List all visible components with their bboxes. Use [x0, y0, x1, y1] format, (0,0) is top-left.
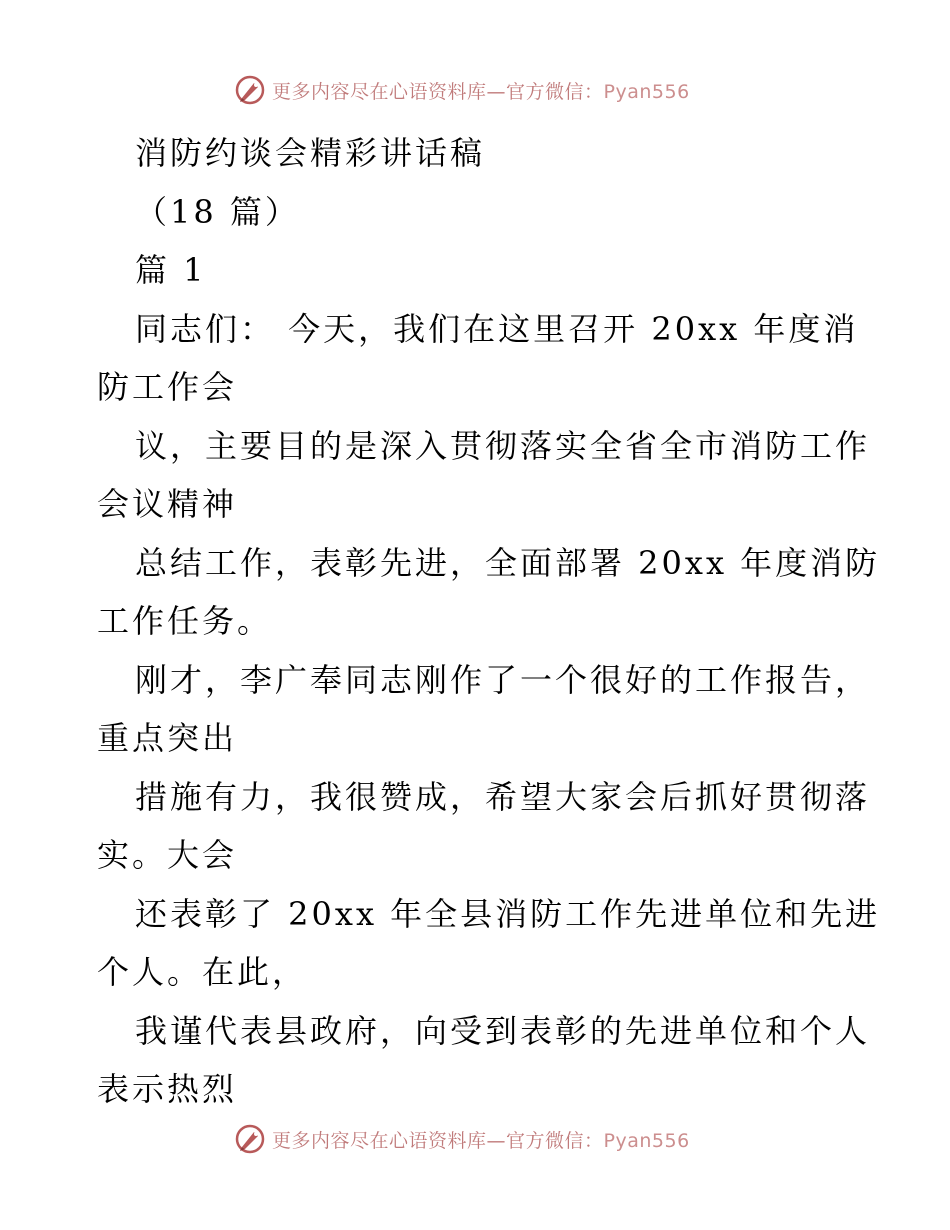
paragraph-line: 实。大会	[97, 836, 238, 874]
paragraph-line: 工作任务。	[97, 602, 273, 640]
footer-watermark	[234, 1122, 690, 1156]
section-label: 篇 1	[135, 251, 207, 289]
document-title: 消防约谈会精彩讲话稿	[135, 134, 486, 172]
paragraph-line: 同志们： 今天，我们在这里召开 20xx 年度消	[135, 309, 859, 348]
paragraph-line: 重点突出	[97, 719, 238, 757]
paragraph-line: 议，主要目的是深入贯彻落实全省全市消防工作	[135, 426, 871, 465]
paragraph-line: 还表彰了 20xx 年全县消防工作先进单位和先进	[135, 894, 881, 933]
paragraph-line: 个人。在此，	[97, 953, 308, 991]
pen-logo-icon	[234, 74, 266, 106]
paragraph-line: 表示热烈	[97, 1070, 238, 1108]
document-subtitle: （18 篇）	[135, 192, 300, 231]
watermark-text: 更多内容尽在心语资料库—官方微信：Pyan556	[272, 1129, 690, 1152]
paragraph-line: 刚才，李广奉同志刚作了一个很好的工作报告，	[135, 660, 871, 699]
paragraph-line: 防工作会	[97, 368, 238, 406]
paragraph-line: 总结工作，表彰先进，全面部署 20xx 年度消防	[135, 543, 881, 582]
watermark-text: 更多内容尽在心语资料库—官方微信：Pyan556	[272, 80, 690, 103]
paragraph-line: 措施有力，我很赞成，希望大家会后抓好贯彻落	[135, 777, 871, 816]
paragraph-line: 我谨代表县政府，向受到表彰的先进单位和个人	[135, 1011, 871, 1050]
document-body	[97, 124, 881, 1119]
paragraph-line: 会议精神	[97, 485, 238, 523]
pen-logo-icon	[234, 1123, 266, 1155]
header-watermark	[234, 73, 690, 107]
